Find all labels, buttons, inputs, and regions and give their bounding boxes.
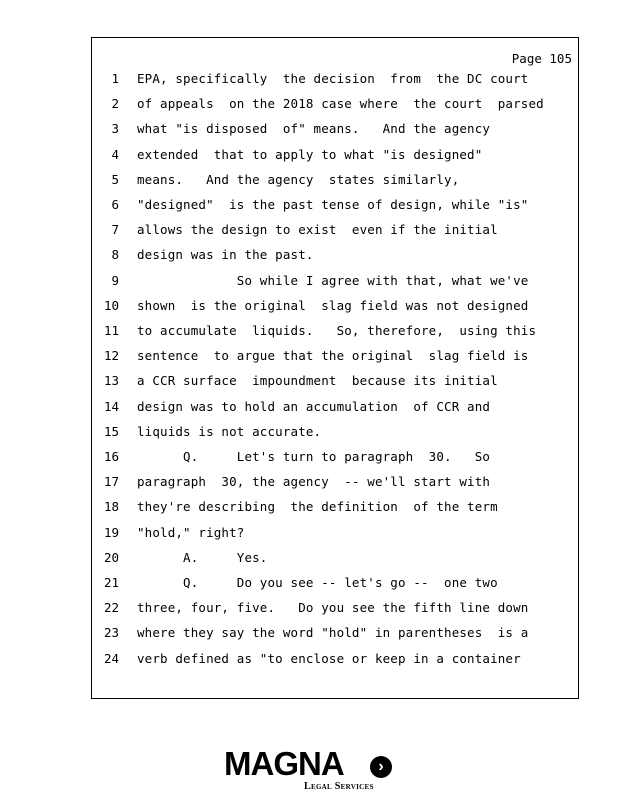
transcript-line [92, 548, 578, 568]
transcript-line [92, 472, 578, 492]
transcript-line [92, 296, 578, 316]
line-text: three, four, five. Do you see the fifth line down [137, 600, 529, 616]
line-text: paragraph 30, the agency -- we'll start with [137, 474, 491, 490]
line-text: design was in the past. [137, 247, 314, 263]
line-number: 11 [103, 323, 119, 338]
transcript-line [92, 94, 578, 114]
line-text: a CCR surface impoundment because its initial [137, 373, 498, 389]
line-text: what "is disposed of" means. And the agency [137, 121, 491, 137]
line-number: 8 [111, 247, 119, 263]
transcript-line [92, 346, 578, 366]
line-number: 13 [103, 373, 119, 389]
transcript-line [92, 69, 578, 89]
transcript-line [92, 119, 578, 139]
transcript-line [92, 321, 578, 341]
line-number: 19 [103, 524, 119, 540]
transcript-line [92, 397, 578, 417]
line-number: 21 [103, 575, 119, 590]
line-text: "hold," right? [137, 524, 245, 540]
transcript-line [92, 195, 578, 215]
transcript-line [92, 649, 578, 669]
arrow-circle-icon: › [370, 756, 392, 778]
line-text: where they say the word "hold" in parentheses is a [137, 625, 529, 641]
line-number: 17 [103, 474, 119, 490]
line-number: 14 [103, 398, 119, 414]
line-text: to accumulate liquids. So, therefore, using this [137, 323, 537, 338]
line-number: 4 [111, 146, 119, 162]
line-number: 23 [103, 625, 119, 641]
line-text: Q. Do you see -- let's go -- one two [137, 575, 498, 590]
transcript-line [92, 245, 578, 265]
transcript-page [91, 37, 579, 699]
line-number: 15 [103, 423, 119, 439]
line-text: "designed" is the past tense of design, while "is" [137, 197, 529, 212]
line-number: 6 [111, 197, 119, 212]
transcript-line [92, 422, 578, 442]
line-number: 20 [103, 549, 119, 565]
line-text: extended that to apply to what "is designed" [137, 146, 483, 162]
page-number: Page 105 [511, 51, 572, 66]
line-number: 9 [111, 272, 119, 288]
transcript-line [92, 523, 578, 543]
logo-subtitle: Legal Services [304, 781, 374, 792]
line-number: 10 [103, 297, 119, 313]
transcript-line [92, 598, 578, 618]
line-text: of appeals on the 2018 case where the court parsed [137, 96, 544, 112]
line-text: So while I agree with that, what we've [137, 272, 529, 288]
transcript-line [92, 271, 578, 291]
line-text: liquids is not accurate. [137, 423, 322, 439]
line-text: allows the design to exist even if the initial [137, 222, 498, 238]
line-number: 18 [103, 499, 119, 515]
line-text: Q. Let's turn to paragraph 30. So [137, 449, 491, 464]
line-text: they're describing the definition of the term [137, 499, 498, 515]
transcript-line [92, 220, 578, 240]
transcript-line [92, 623, 578, 643]
line-number: 5 [111, 171, 119, 187]
line-number: 2 [111, 96, 119, 112]
line-number: 22 [103, 600, 119, 616]
transcript-line [92, 371, 578, 391]
transcript-line [92, 145, 578, 165]
line-number: 7 [111, 222, 119, 238]
line-text: verb defined as "to enclose or keep in a container [137, 650, 521, 666]
line-text: means. And the agency states similarly, [137, 171, 460, 187]
line-text: shown is the original slag field was not designed [137, 297, 529, 313]
magna-logo [224, 745, 396, 793]
transcript-line [92, 170, 578, 190]
line-number: 24 [103, 650, 119, 666]
transcript-line [92, 447, 578, 467]
transcript-line [92, 573, 578, 593]
line-number: 12 [103, 348, 119, 364]
transcript-line [92, 497, 578, 517]
line-number: 1 [111, 71, 119, 86]
logo-wordmark: MAGNA [224, 745, 344, 782]
line-text: A. Yes. [137, 549, 268, 565]
line-text: EPA, specifically the decision from the DC court [137, 71, 529, 86]
line-text: sentence to argue that the original slag field is [137, 348, 529, 364]
line-text: design was to hold an accumulation of CCR and [137, 398, 491, 414]
line-number: 3 [111, 121, 119, 137]
line-number: 16 [103, 449, 119, 464]
